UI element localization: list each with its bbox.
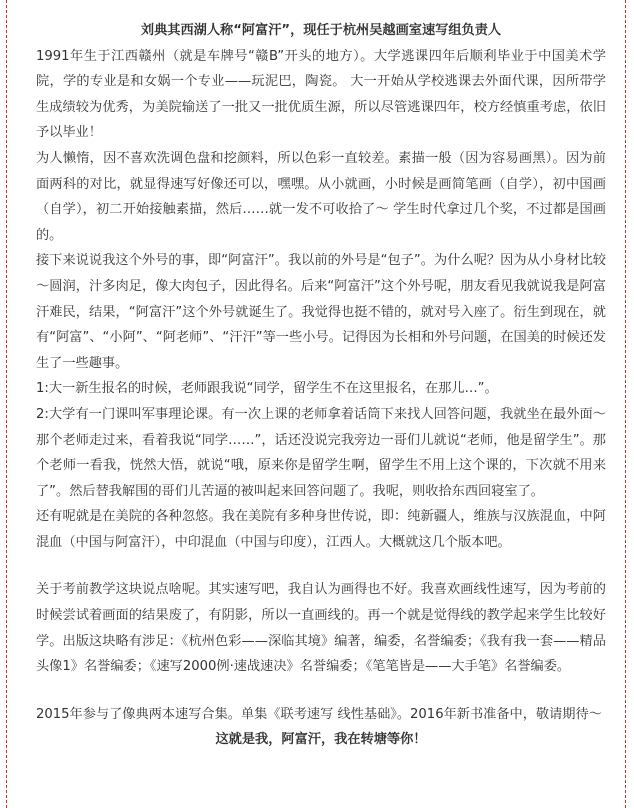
paragraph-nickname: 接下来说说我这个外号的事，即“阿富汗”。我以前的外号是“包子”。为什么呢？因为从小身材比较～圆润，汁多肉足，像大肉包子，因此得名。后来“阿富汗”这个外号呢，朋友看见我就说我是阿富汗难民，结果，“阿富汗”这个外号就诞生了。我觉得也挺不错的，就对号入座了。衍生到现在，就有“阿富”、“小阿”、“阿老师”、“汗汗”等一些小号。记得因为长相和外号问题，在国美的时候还发生了一些趣事。 — [36, 253, 606, 371]
paragraph-skills: 为人懒惰，因不喜欢洗调色盘和挖颜料，所以色彩一直较差。素描一般（因为容易画黑）。因为前面两科的对比，就显得速写好像还可以，嘿嘿。从小就画，小时候是画简笔画（自学），初中国画（自学），初二开始接触素描，然后……就一发不可收拾了～ 学生时代拿过几个奖，不过都是国画的。 — [36, 150, 606, 243]
article — [36, 18, 606, 753]
paragraph-anecdote-1: 1:大一新生报名的时候，老师跟我说“同学，留学生不在这里报名，在那儿…”。 — [36, 381, 498, 397]
closing-line: 这就是我，阿富汗，我在转塘等你！ — [215, 732, 427, 748]
paragraph-anecdote-2: 2:大学有一门课叫军事理论课。有一次上课的老师拿着话筒下来找人回答问题，我就坐在最外面～那个老师走过来，看着我说“同学……”，话还没说完我旁边一哥们儿就说“老师，他是留学生”。那个老师一看我，恍然大悟，就说“哦，原来你是留学生啊，留学生不用上这个课的，下次就不用来了”。然后替我解围的哥们儿苦逼的被叫起来回答问题了。我呢，则收拾东西回寝室了。 — [36, 406, 606, 499]
paragraph-publications: 2015年参与了像典两本速写合集。单集《联考速写 线性基础》。2016年新书准备中，敬请期待～ — [36, 706, 602, 722]
spacer — [36, 680, 606, 702]
paragraph-intro: 1991年生于江西赣州（就是车牌号“赣B”开头的地方）。大学逃课四年后顺利毕业于中国美术学院，学的专业是和女娲一个专业——玩泥巴，陶瓷。 大一开始从学校逃课去外面代课，因所带学生成绩较为优秀，为美院输送了一批又一批优质生源，所以尽管逃课四年，校方经慎重考虑，依旧予以毕业！ — [36, 48, 606, 141]
spacer — [36, 555, 606, 577]
article-title: 刘典其西湖人称“阿富汗”，现任于杭州吴越画室速写组负责人 — [140, 23, 502, 38]
paragraph-origins: 还有呢就是在美院的各种忽悠。我在美院有多种身世传说，即：纯新疆人，维族与汉族混血，中阿混血（中国与阿富汗），中印混血（中国与印度），江西人。大概就这几个版本吧。 — [36, 509, 606, 550]
paragraph-teaching: 关于考前教学这块说点啥呢。其实速写吧，我自认为画得也不好。我喜欢画线性速写，因为考前的时候尝试着画面的结果废了，有阴影，所以一直画线的。再一个就是觉得线的教学起来学生比较好学。出版这块略有涉足：《杭州色彩——深临其境》编著，编委，名誉编委；《我有我一套——精品头像1》名誉编委；《速写2000例·速战速决》名誉编委；《笔笔皆是——大手笔》名誉编委。 — [36, 582, 606, 675]
